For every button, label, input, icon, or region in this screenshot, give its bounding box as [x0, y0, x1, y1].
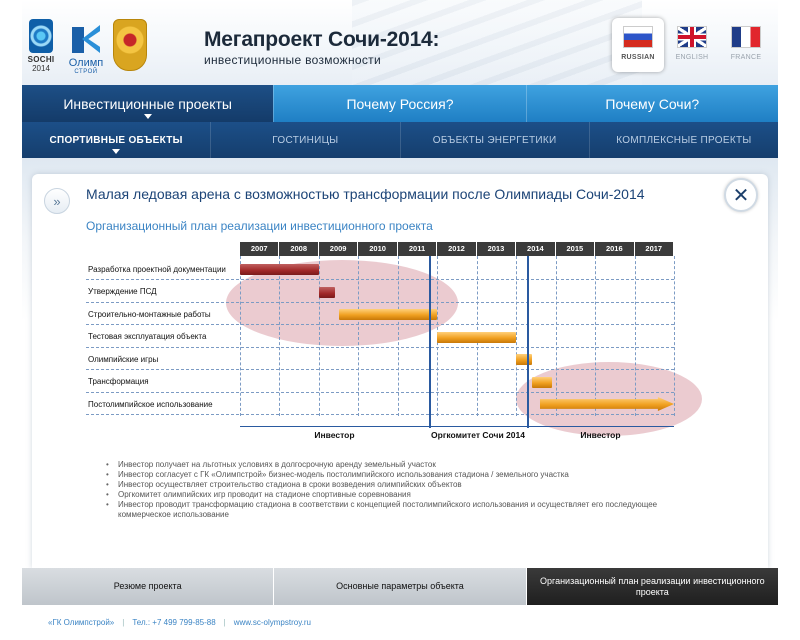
- footer-phone: Тел.: +7 499 799-85-88: [132, 618, 216, 627]
- footer: [22, 605, 778, 640]
- phase-label: Инвестор: [314, 430, 355, 440]
- gantt-task-label: Разработка проектной документации: [88, 264, 226, 274]
- footer-site-link[interactable]: www.sc-olympstroy.ru: [233, 618, 311, 627]
- gantt-year-cell: 2012: [437, 242, 476, 256]
- header: [22, 0, 778, 85]
- gantt-row: [86, 258, 674, 280]
- logo-text: Олимп: [68, 57, 104, 69]
- phase-divider: [527, 256, 529, 428]
- logo-text: SOCHI: [27, 55, 55, 64]
- phase-bracket: [240, 426, 429, 427]
- phase-label: Инвестор: [580, 430, 621, 440]
- gantt-task-label: Постолимпийское использование: [88, 399, 213, 409]
- tab-object-parameters[interactable]: Основные параметры объекта: [273, 568, 525, 605]
- main-nav: [22, 85, 778, 122]
- gantt-year-cell: 2009: [319, 242, 358, 256]
- app-frame: [22, 0, 778, 640]
- bullet-list: [106, 460, 706, 520]
- gantt-row: [86, 371, 674, 393]
- lang-label: FRANCE: [730, 54, 762, 61]
- list-item: • Инвестор проводит трансформацию стадиона в соответствии с концепцией постолимпийского использования и осуществляет его последующее коммерческое использование: [106, 500, 706, 520]
- gantt-row: [86, 281, 674, 303]
- lang-france[interactable]: [720, 18, 772, 72]
- gantt-bar: [339, 309, 438, 320]
- gantt-year-cell: 2015: [556, 242, 595, 256]
- russia-flag-icon: [623, 26, 653, 48]
- lang-label: RUSSIAN: [621, 54, 655, 61]
- title-main: Мегапроект Сочи-2014:: [204, 28, 440, 51]
- france-flag-icon: [731, 26, 761, 48]
- logo-text: СТРОЙ: [74, 69, 98, 75]
- tab-organizational-plan[interactable]: Организационный план реализации инвестиционного проекта: [526, 568, 778, 605]
- page-title: [204, 28, 439, 67]
- subtab-sport-objects[interactable]: СПОРТИВНЫЕ ОБЪЕКТЫ: [22, 122, 210, 158]
- gantt-task-label: Утверждение ПСД: [88, 287, 157, 296]
- tab-why-russia[interactable]: Почему Россия?: [273, 85, 525, 122]
- sochi-2014-logo[interactable]: [26, 16, 56, 76]
- expand-button[interactable]: [44, 188, 70, 214]
- gantt-year-cell: 2008: [279, 242, 318, 256]
- gantt-task-label: Тестовая эксплуатация объекта: [88, 332, 207, 341]
- gantt-bar: [437, 332, 516, 343]
- bottom-tabs: [22, 568, 778, 605]
- phase-bracket: [527, 426, 674, 427]
- lang-russian[interactable]: [612, 18, 664, 72]
- gantt-task-label: Олимпийские игры: [88, 354, 159, 364]
- gantt-task-label: Строительно-монтажные работы: [88, 309, 211, 319]
- phase-bracket: [429, 426, 527, 427]
- gantt-row: [86, 348, 674, 370]
- title-sub: инвестиционные возможности: [204, 53, 381, 67]
- gantt-year-cell: 2014: [516, 242, 555, 256]
- close-button[interactable]: [724, 178, 758, 212]
- gantt-bar: [319, 287, 335, 298]
- gantt-bar: [240, 264, 319, 275]
- gantt-grid-line: [674, 256, 675, 416]
- subtab-energy[interactable]: ОБЪЕКТЫ ЭНЕРГЕТИКИ: [400, 122, 589, 158]
- sub-nav: [22, 122, 778, 158]
- tab-why-sochi[interactable]: Почему Сочи?: [526, 85, 778, 122]
- section-title: Организационный план реализации инвестиционного проекта: [86, 219, 433, 233]
- project-title: Малая ледовая арена с возможностью трансформации после Олимпиады Сочи-2014: [86, 186, 645, 202]
- gantt-year-cell: 2013: [477, 242, 516, 256]
- list-item: • Инвестор согласует с ГК «Олимпстрой» бизнес-модель постолимпийского использования стадиона / земельного участка: [106, 470, 706, 480]
- logo-text: 2014: [32, 64, 50, 73]
- content-area: [22, 158, 778, 568]
- lang-english[interactable]: [666, 18, 718, 72]
- gantt-bar: [540, 397, 674, 411]
- tab-project-summary[interactable]: Резюме проекта: [22, 568, 273, 605]
- subtab-complex-projects[interactable]: КОМПЛЕКСНЫЕ ПРОЕКТЫ: [589, 122, 778, 158]
- gantt-row: [86, 326, 674, 348]
- project-panel: [32, 174, 768, 568]
- snowflake-icon: [29, 19, 53, 53]
- gantt-year-cell: 2010: [358, 242, 397, 256]
- olimpstroy-logo[interactable]: [66, 22, 106, 78]
- language-switcher: [612, 18, 772, 74]
- gantt-year-cell: 2011: [398, 242, 437, 256]
- phase-divider: [429, 256, 431, 428]
- gantt-years-header: [240, 242, 674, 256]
- list-item: • Инвестор осуществляет строительство стадиона в сроки возведения олимпийских объектов: [106, 480, 706, 490]
- subtab-hotels[interactable]: ГОСТИНИЦЫ: [210, 122, 399, 158]
- gantt-task-label: Трансформация: [88, 377, 149, 386]
- gantt-bar: [516, 354, 532, 365]
- gantt-chart: [86, 240, 696, 450]
- lang-label: ENGLISH: [675, 54, 709, 61]
- gantt-year-cell: 2007: [240, 242, 279, 256]
- gantt-year-cell: 2017: [635, 242, 674, 256]
- phase-label: Оргкомитет Сочи 2014: [431, 430, 525, 440]
- krasnodar-crest-logo[interactable]: [110, 14, 150, 76]
- list-item: • Оргкомитет олимпийских игр проводит на стадионе спортивные соревнования: [106, 490, 706, 500]
- close-icon: ✕: [732, 184, 750, 207]
- uk-flag-icon: [677, 26, 707, 48]
- footer-org-link[interactable]: «ГК Олимпстрой»: [48, 618, 115, 627]
- coat-of-arms-icon: [113, 19, 147, 71]
- gantt-bar: [532, 377, 552, 388]
- list-item: • Инвестор получает на льготных условиях в долгосрочную аренду земельный участок: [106, 460, 706, 470]
- footer-separator: |: [223, 618, 226, 627]
- tab-investment-projects[interactable]: Инвестиционные проекты: [22, 85, 273, 122]
- double-chevron-right-icon: »: [53, 193, 61, 209]
- gantt-year-cell: 2016: [595, 242, 634, 256]
- footer-separator: |: [122, 618, 125, 627]
- olimpstroy-mark-icon: [70, 25, 102, 55]
